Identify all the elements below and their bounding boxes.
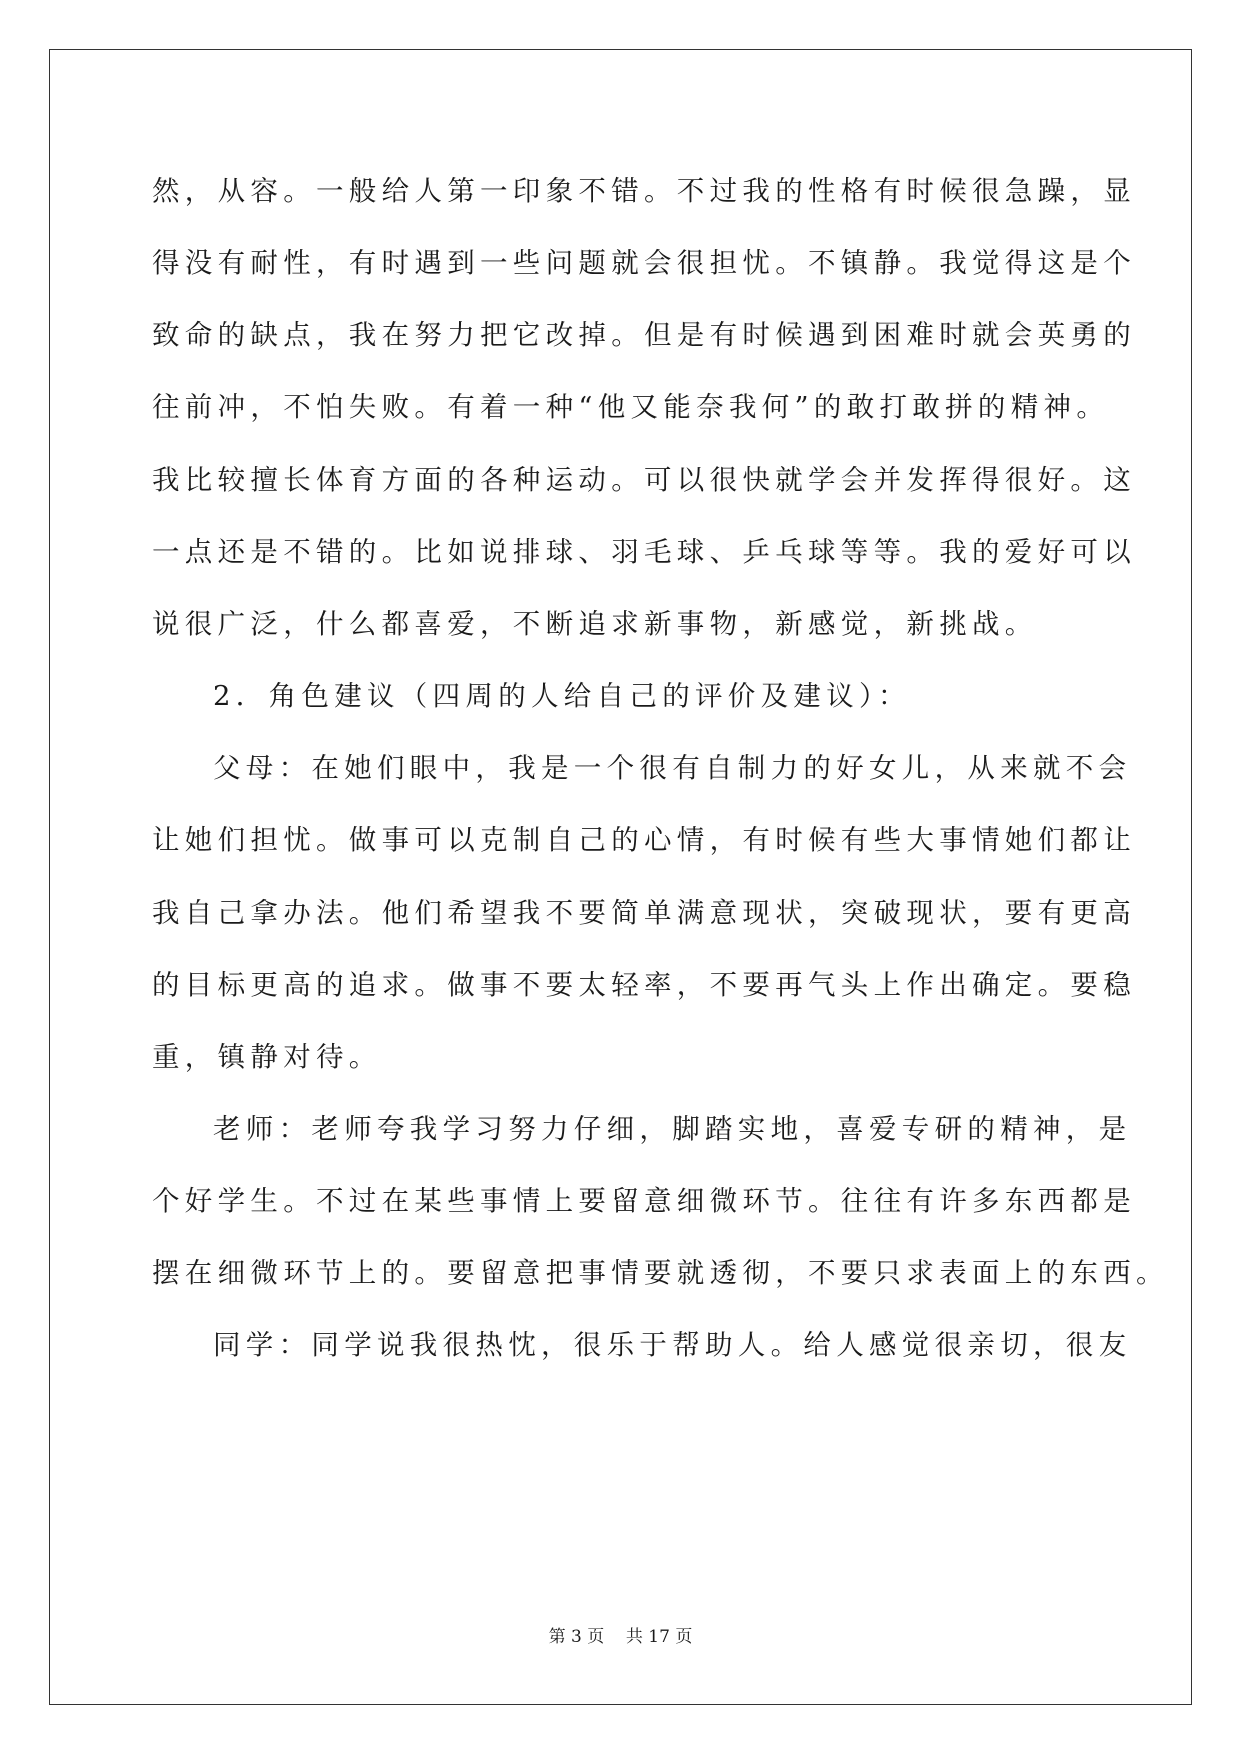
text-line: 的目标更高的追求。做事不要太轻率，不要再气头上作出确定。要稳	[152, 969, 1136, 1001]
text-line: 我比较擅长体育方面的各种运动。可以很快就学会并发挥得很好。这	[152, 464, 1136, 496]
text-line: 说很广泛，什么都喜爱，不断追求新事物，新感觉，新挑战。	[152, 608, 1038, 640]
text-line: 往前冲，不怕失败。有着一种“他又能奈我何”的敢打敢拼的精神。	[152, 391, 1110, 423]
text-line: 得没有耐性，有时遇到一些问题就会很担忧。不镇静。我觉得这是个	[152, 247, 1136, 279]
text-line: 然，从容。一般给人第一印象不错。不过我的性格有时候很急躁，显	[152, 175, 1136, 207]
text-line: 老师：老师夸我学习努力仔细，脚踏实地，喜爱专研的精神，是	[213, 1113, 1132, 1145]
page-border	[49, 49, 1192, 1705]
text-line: 重，镇静对待。	[152, 1041, 382, 1073]
text-line: 父母：在她们眼中，我是一个很有自制力的好女儿，从来就不会	[213, 752, 1132, 784]
text-line: 同学：同学说我很热忱，很乐于帮助人。给人感觉很亲切，很友	[213, 1329, 1132, 1361]
page-number: 第 3 页 共 17 页	[548, 1627, 693, 1647]
text-line: 致命的缺点，我在努力把它改掉。但是有时候遇到困难时就会英勇的	[152, 319, 1136, 351]
section-heading: 2．角色建议（四周的人给自己的评价及建议）：	[213, 680, 911, 712]
text-line: 一点还是不错的。比如说排球、羽毛球、乒乓球等等。我的爱好可以	[152, 536, 1136, 568]
text-line: 个好学生。不过在某些事情上要留意细微环节。往往有许多东西都是	[152, 1185, 1136, 1217]
text-line: 让她们担忧。做事可以克制自己的心情，有时候有些大事情她们都让	[152, 824, 1136, 856]
text-line: 我自己拿办法。他们希望我不要简单满意现状，突破现状，要有更高	[152, 897, 1136, 929]
text-line: 摆在细微环节上的。要留意把事情要就透彻，不要只求表面上的东西。	[152, 1257, 1169, 1289]
